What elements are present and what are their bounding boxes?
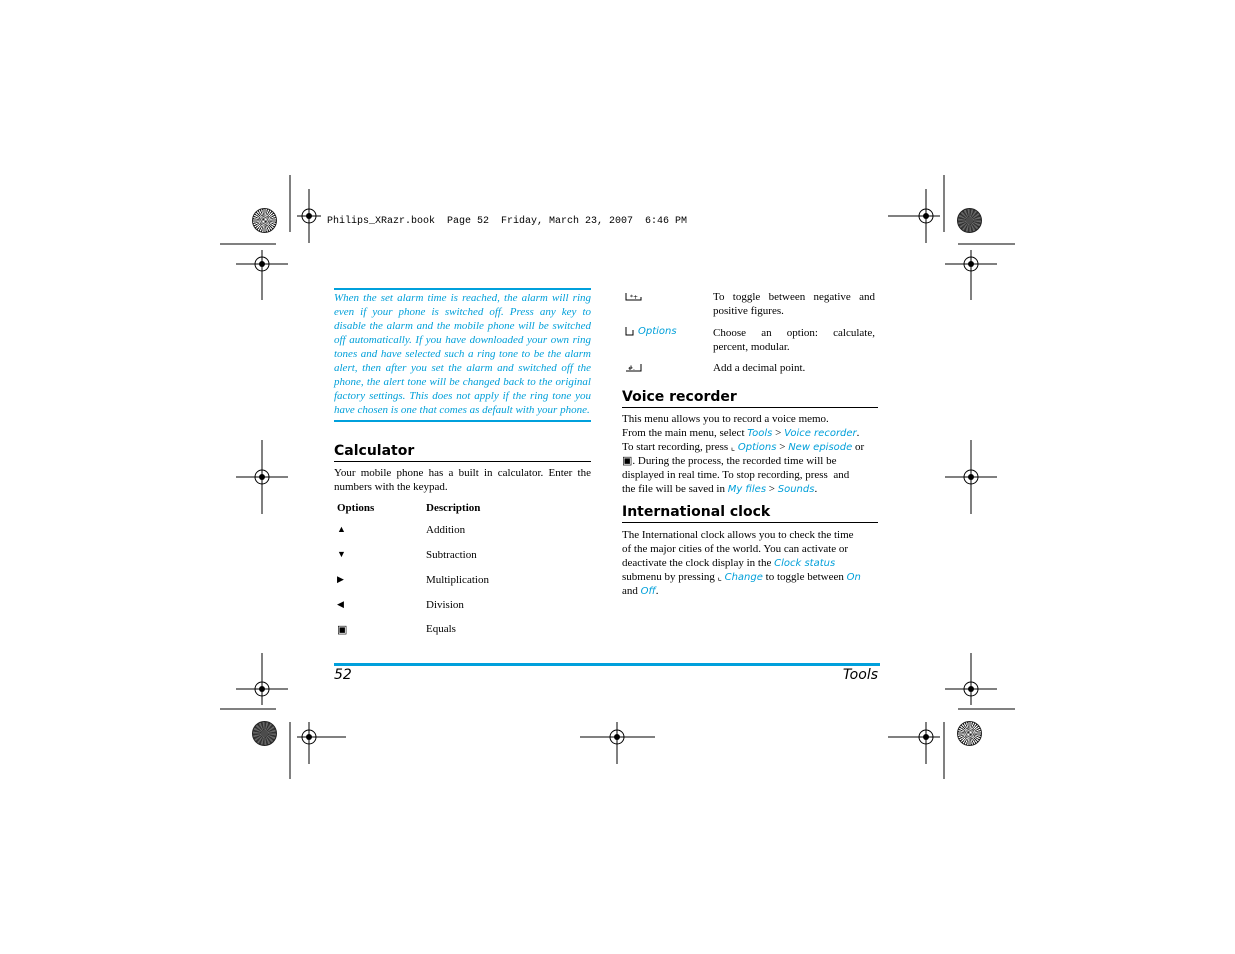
hash-key-icon	[625, 362, 643, 374]
right-arrow-icon: ▶	[337, 574, 344, 584]
star-key-icon	[625, 291, 643, 303]
menu-tools: Tools	[747, 428, 773, 439]
left-softkey-icon: ⌞	[717, 572, 722, 582]
voice-line-3: To start recording, press ⌞ Options > New episode or	[622, 441, 865, 453]
left-softkey-icon	[625, 326, 635, 337]
calculator-heading: Calculator	[334, 443, 591, 462]
col-options-header: Options	[337, 502, 375, 514]
svg-text:*+: *+	[630, 294, 639, 301]
page-number: 52	[334, 667, 352, 683]
voice-line-1: This menu allows you to record a voice memo.	[622, 413, 829, 425]
voice-line-2: From the main menu, select Tools > Voice recorder.	[622, 427, 860, 439]
menu-change: Change	[724, 572, 763, 583]
menu-new-episode: New episode	[788, 442, 853, 453]
section-name: Tools	[842, 667, 878, 683]
row-desc: Subtraction	[426, 549, 477, 561]
row-desc: Division	[426, 599, 464, 611]
menu-on: On	[846, 572, 861, 583]
print-slug: Philips_XRazr.book Page 52 Friday, March 23, 2007 6:46 PM	[327, 216, 688, 227]
clock-line-1: The International clock allows you to check the time	[622, 529, 854, 541]
down-arrow-icon: ▼	[337, 549, 346, 559]
menu-sounds: Sounds	[777, 484, 815, 495]
voice-line-6: the file will be saved in My files > Sounds.	[622, 483, 818, 495]
clock-line-4: submenu by pressing ⌞ Change to toggle between On	[622, 571, 861, 583]
color-bar-rosette-icon	[957, 721, 982, 746]
left-softkey-icon: ⌞	[730, 442, 736, 452]
calculator-intro: Your mobile phone has a built in calculator. Enter the numbers with the keypad.	[334, 467, 591, 493]
svg-text:#.: #.	[628, 365, 635, 372]
key-desc: To toggle between negative and positive figures.	[713, 291, 875, 317]
menu-my-files: My files	[727, 484, 767, 495]
footer-rule	[334, 663, 880, 666]
left-arrow-icon: ◀	[337, 599, 344, 609]
voice-recorder-heading: Voice recorder	[622, 389, 878, 408]
row-desc: Multiplication	[426, 574, 489, 586]
alarm-note: When the set alarm time is reached, the alarm will ring even if your phone is switched off. Press any key to disable the alarm and the mobile phone will be switched off automatically. If you have downloaded your own ring tones and have selected such a ring tone to be the alarm alert, then after you set the alarm and switched off the phone, the alert tone will be changed back to the original factory settings. This does not apply if the ring tone you have chosen is one that comes as default with your phone.	[334, 288, 591, 422]
menu-off: Off	[640, 586, 656, 597]
ok-key-icon: ▣	[337, 624, 348, 636]
row-desc: Equals	[426, 623, 456, 635]
ok-key-icon: ▣	[622, 455, 633, 467]
clock-line-2: of the major cities of the world. You can activate or	[622, 543, 849, 555]
voice-line-4: ▣. During the process, the recorded time will be	[622, 455, 837, 467]
key-desc: Choose an option: calculate, percent, modular.	[713, 327, 875, 353]
menu-options: Options	[737, 442, 777, 453]
international-clock-heading: International clock	[622, 504, 878, 523]
menu-clock-status: Clock status	[774, 558, 836, 569]
color-bar-rosette-icon	[252, 208, 277, 233]
up-arrow-icon: ▲	[337, 524, 346, 534]
key-desc: Add a decimal point.	[713, 362, 806, 374]
clock-line-3: deactivate the clock display in the Clock status	[622, 557, 836, 569]
options-label: Options	[638, 326, 677, 337]
color-bar-rosette-icon	[957, 208, 982, 233]
clock-line-5: and Off.	[622, 585, 659, 597]
row-desc: Addition	[426, 524, 466, 536]
color-bar-rosette-icon	[252, 721, 277, 746]
col-description-header: Description	[426, 502, 481, 514]
menu-voice-recorder: Voice recorder	[784, 428, 857, 439]
voice-line-5: displayed in real time. To stop recording, press and	[622, 469, 850, 481]
